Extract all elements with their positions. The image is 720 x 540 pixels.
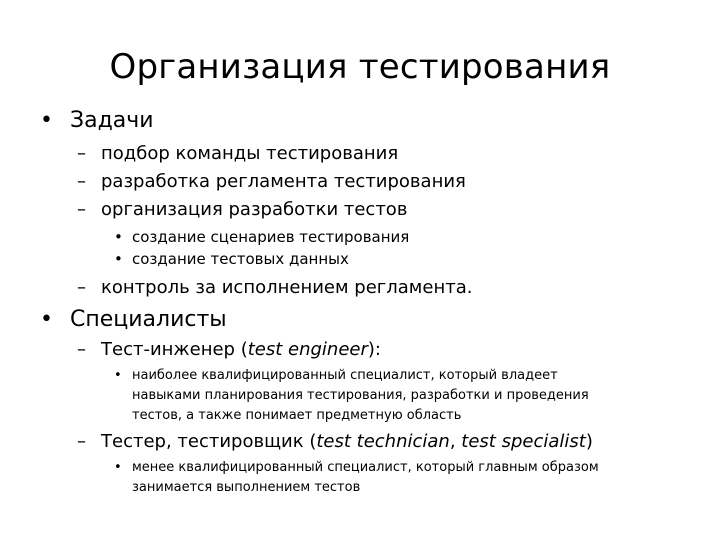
bullet-marker: • [114, 460, 122, 475]
engineer-item [77, 338, 381, 362]
dash-marker: – [77, 339, 86, 360]
slide-title: Организация тестирования [109, 47, 611, 87]
task-item [77, 276, 472, 300]
tester-item [77, 430, 593, 454]
dash-marker: – [77, 199, 86, 220]
dash-marker: – [77, 431, 86, 452]
tester-term-2: test specialist [461, 431, 586, 452]
bullet-marker: • [114, 368, 122, 383]
engineer-suffix: ): [367, 339, 381, 360]
engineer-term: test engineer [247, 339, 368, 360]
task-item-text: подбор команды тестирования [101, 143, 399, 164]
tester-suffix: ) [585, 431, 593, 452]
tester-sep: , [449, 431, 462, 452]
tester-desc-line: занимается выполнением тестов [132, 480, 361, 495]
tester-desc [114, 458, 599, 478]
task-item [77, 170, 466, 194]
dash-marker: – [77, 171, 86, 192]
bullet-marker: • [114, 250, 123, 268]
task-item-text: разработка регламента тестирования [101, 171, 466, 192]
dash-marker: – [77, 277, 86, 298]
task-sub-item [114, 227, 409, 247]
bullet-marker: • [40, 108, 53, 133]
task-sub-item [114, 249, 349, 269]
engineer-prefix: Тест-инженер ( [101, 339, 248, 360]
task-item-text: организация разработки тестов [101, 199, 408, 220]
bullet-tasks [40, 107, 154, 135]
task-sub-item-text: создание тестовых данных [132, 250, 349, 268]
tasks-heading: Задачи [70, 108, 154, 133]
task-item [77, 142, 398, 166]
tester-desc-line: менее квалифицированный специалист, который главным образом [132, 460, 599, 475]
engineer-desc-line: навыками планирования тестирования, разработки и проведения [132, 388, 589, 403]
bullet-marker: • [114, 228, 123, 246]
tester-prefix: Тестер, тестировщик ( [101, 431, 317, 452]
task-item-text: контроль за исполнением регламента. [101, 277, 473, 298]
dash-marker: – [77, 143, 86, 164]
engineer-desc-line: тестов, а также понимает предметную область [132, 408, 462, 423]
bullet-specialists [40, 306, 227, 334]
engineer-desc-line: наиболее квалифицированный специалист, который владеет [132, 368, 558, 383]
specialists-heading: Специалисты [70, 307, 227, 332]
tester-term-1: test technician [316, 431, 450, 452]
task-item [77, 198, 407, 222]
task-sub-item-text: создание сценариев тестирования [132, 228, 410, 246]
bullet-marker: • [40, 307, 53, 332]
engineer-desc [114, 366, 558, 386]
